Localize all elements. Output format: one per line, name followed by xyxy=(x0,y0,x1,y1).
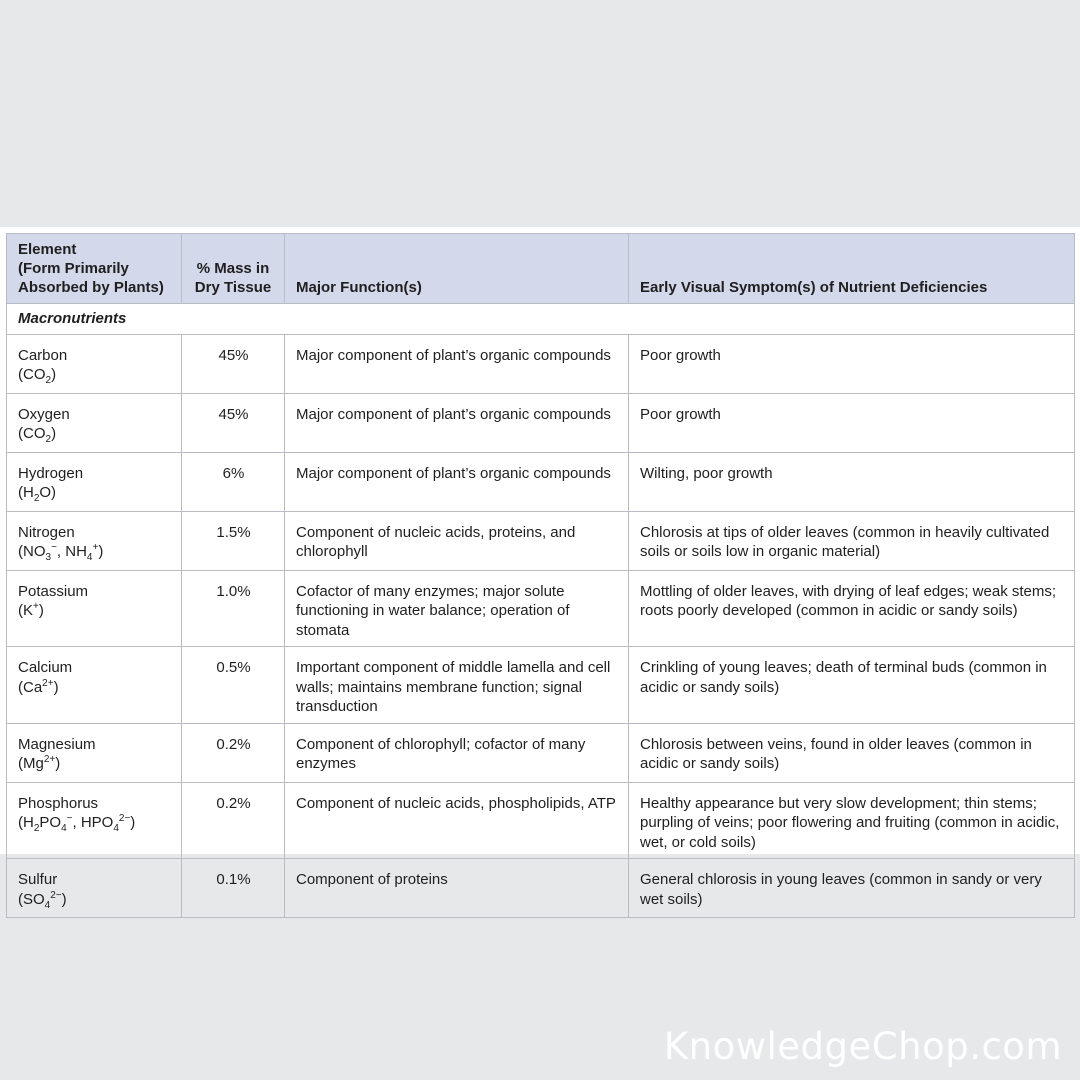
function-cell: Component of nucleic acids, proteins, and chlorophyll xyxy=(285,511,629,570)
table-row xyxy=(7,647,1075,724)
element-formula: (K+) xyxy=(18,601,44,619)
formula-subscript: 2 xyxy=(45,434,52,445)
element-name: Hydrogen xyxy=(18,464,84,482)
header-element xyxy=(7,234,182,304)
formula-superscript: 2+ xyxy=(43,754,56,765)
element-cell xyxy=(7,647,182,724)
element-formula: $(Mg^{2+})$ xyxy=(18,754,61,772)
element-formula: $(Ca^{2+})$ xyxy=(18,677,59,696)
element-cell xyxy=(7,334,182,393)
mass-cell: 1.5% xyxy=(182,511,285,570)
header-element-line: Absorbed by Plants) xyxy=(18,279,164,296)
element-cell xyxy=(7,570,182,647)
symptom-cell: Chlorosis between veins, found in older leaves (common in acidic or sandy soils) xyxy=(629,723,1075,782)
mass-cell: 1.0% xyxy=(182,570,285,647)
element-name: Nitrogen xyxy=(18,523,75,541)
element-name: Carbon xyxy=(18,346,68,364)
formula-superscript: + xyxy=(33,601,39,612)
function-cell: Component of proteins xyxy=(285,859,629,918)
watermark: KnowledgeChop.com xyxy=(663,1025,1062,1068)
symptom-cell: General chlorosis in young leaves (common in sandy or very wet soils) xyxy=(629,859,1075,918)
function-cell: Major component of plant’s organic compounds xyxy=(285,452,629,511)
table-row xyxy=(7,393,1075,452)
formula-subscript: 2 xyxy=(33,493,40,504)
element-formula: ($H_2PO_4^-$, $HPO_4^{2-}$) xyxy=(18,813,136,834)
table-sheet xyxy=(0,227,1080,911)
formula-subscript: 2 xyxy=(33,823,40,834)
symptom-cell: Crinkling of young leaves; death of terminal buds (common in acidic or sandy soils) xyxy=(629,647,1075,724)
section-row-macronutrients xyxy=(7,304,1075,335)
symptom-cell: Chlorosis at tips of older leaves (common in heavily cultivated soils or soils low in organic material) xyxy=(629,511,1075,570)
formula-superscript: 2− xyxy=(50,889,62,901)
formula-subscript: 4 xyxy=(44,899,51,911)
symptom-cell: Poor growth xyxy=(629,393,1075,452)
element-formula: ($NO_3^-$, $NH_4^+$) xyxy=(18,542,104,563)
formula-superscript: + xyxy=(92,542,99,553)
function-cell: Component of chlorophyll; cofactor of many enzymes xyxy=(285,723,629,782)
table-row xyxy=(7,511,1075,570)
formula-subscript: 2 xyxy=(45,375,52,386)
mass-cell: 0.1% xyxy=(182,859,285,918)
element-cell xyxy=(7,393,182,452)
formula-superscript: − xyxy=(66,813,73,824)
table-row xyxy=(7,723,1075,782)
element-name: Oxygen xyxy=(18,405,70,423)
element-name: Calcium xyxy=(18,659,73,676)
mass-cell: 45% xyxy=(182,393,285,452)
mass-cell: 0.5% xyxy=(182,647,285,724)
table-row xyxy=(7,859,1075,918)
mass-cell: 0.2% xyxy=(182,723,285,782)
element-formula: $(CO_2)$ xyxy=(18,425,57,445)
element-formula: $(CO_2)$ xyxy=(18,366,57,386)
table-row xyxy=(7,452,1075,511)
element-name: Potassium xyxy=(18,582,89,600)
header-mass xyxy=(182,234,285,304)
formula-superscript: 2+ xyxy=(42,677,54,689)
header-symptoms: Early Visual Symptom(s) of Nutrient Deficiencies xyxy=(629,234,1075,304)
mass-cell: 45% xyxy=(182,334,285,393)
table-row xyxy=(7,570,1075,647)
function-cell: Important component of middle lamella and cell walls; maintains membrane function; signal transduction xyxy=(285,647,629,724)
function-cell: Major component of plant’s organic compounds xyxy=(285,393,629,452)
element-name: Phosphorus xyxy=(18,794,99,812)
element-name: Magnesium xyxy=(18,735,96,753)
formula-subscript: 3 xyxy=(45,552,52,563)
header-row xyxy=(7,234,1075,304)
element-name: Sulfur xyxy=(18,871,58,888)
element-cell xyxy=(7,511,182,570)
formula-superscript: − xyxy=(51,542,57,553)
header-mass-line: % Mass in xyxy=(196,260,270,277)
element-cell xyxy=(7,859,182,918)
symptom-cell: Wilting, poor growth xyxy=(629,452,1075,511)
mass-cell: 0.2% xyxy=(182,782,285,859)
function-cell: Major component of plant’s organic compounds xyxy=(285,334,629,393)
element-cell xyxy=(7,452,182,511)
element-formula: $(H_2O)$ xyxy=(18,484,57,504)
symptom-cell: Mottling of older leaves, with drying of leaf edges; weak stems; roots poorly developed (common in acidic or sandy soils) xyxy=(629,570,1075,647)
mass-cell: 6% xyxy=(182,452,285,511)
header-element-line: Element xyxy=(18,241,77,258)
formula-subscript: 4 xyxy=(86,552,93,563)
element-formula: $(SO_4^{2-})$ xyxy=(18,889,67,911)
formula-subscript: 4 xyxy=(61,823,67,834)
header-mass-line: Dry Tissue xyxy=(194,279,272,296)
symptom-cell: Poor growth xyxy=(629,334,1075,393)
element-cell xyxy=(7,782,182,859)
function-cell: Component of nucleic acids, phospholipids, ATP xyxy=(285,782,629,859)
element-cell xyxy=(7,723,182,782)
header-element-line: (Form Primarily xyxy=(18,260,129,277)
table-row xyxy=(7,782,1075,859)
function-cell: Cofactor of many enzymes; major solute functioning in water balance; operation of stomata xyxy=(285,570,629,647)
header-function: Major Function(s) xyxy=(285,234,629,304)
section-label: Macronutrients xyxy=(7,304,1075,335)
formula-subscript: 4 xyxy=(113,823,119,834)
nutrient-table xyxy=(6,233,1075,918)
formula-superscript: 2− xyxy=(118,813,131,824)
table-row xyxy=(7,334,1075,393)
symptom-cell: Healthy appearance but very slow development; thin stems; purpling of veins; poor flowering and fruiting (common in acidic, wet, or cold soils) xyxy=(629,782,1075,859)
